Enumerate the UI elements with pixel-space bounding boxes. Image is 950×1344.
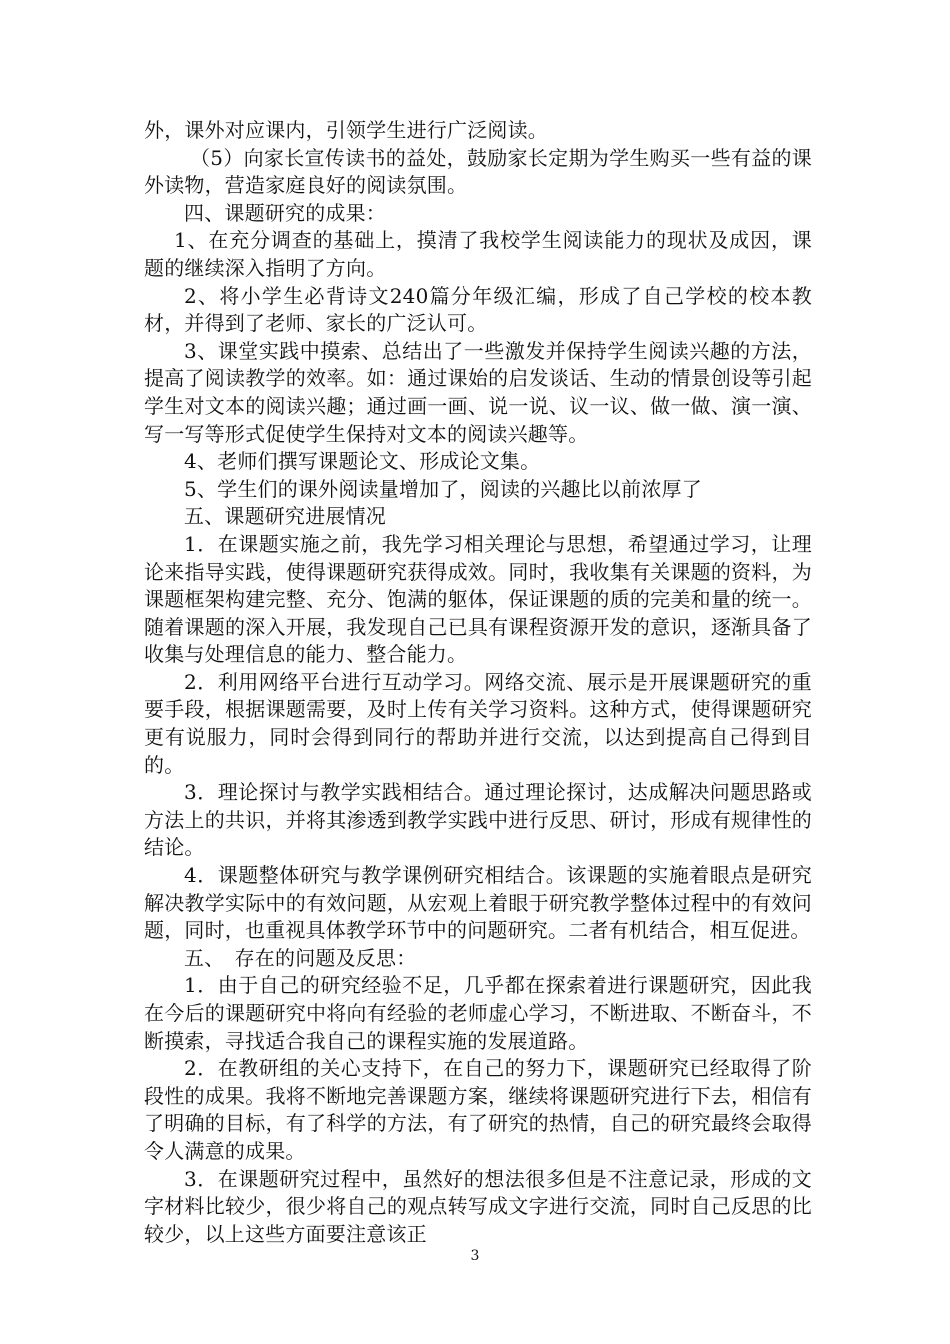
paragraph-continuation: 外，课外对应课内，引领学生进行广泛阅读。 (144, 118, 548, 142)
progress-item-3: 3．理论探讨与教学实践相结合。通过理论探讨，达成解决问题思路或方法上的共识，并将其渗透到教学实践中进行反思、研讨，形成有规律性的结论。 (144, 780, 812, 860)
result-item-3: 3、课堂实践中摸索、总结出了一些激发并保持学生阅读兴趣的方法，提高了阅读教学的效率。如：通过课始的启发谈话、生动的情景创设等引起学生对文本的阅读兴趣；通过画一画、说一说、议一议、做一做、演一演、写一写等形式促使学生保持对文本的阅读兴趣等。 (144, 338, 812, 446)
result-item-1: 1、在充分调查的基础上，摸清了我校学生阅读能力的现状及成因，课题的继续深入指明了方向。 (144, 228, 812, 280)
problem-item-2: 2．在教研组的关心支持下，在自己的努力下，课题研究已经取得了阶段性的成果。我将不断地完善课题方案，继续将课题研究进行下去，相信有了明确的目标，有了科学的方法，有了研究的热情，自己的研究最终会取得令人满意的成果。 (144, 1056, 812, 1163)
result-item-4: 4、老师们撰写课题论文、形成论文集。 (184, 449, 541, 474)
body-text (144, 117, 812, 1248)
progress-item-2: 2．利用网络平台进行互动学习。网络交流、展示是开展课题研究的重要手段，根据课题需要，及时上传有关学习资料。这种方式，使得课题研究更有说服力，同时会得到同行的帮助并进行交流，以达到提高自己得到目的。 (144, 669, 812, 777)
page-number: 3 (470, 1248, 480, 1264)
progress-item-4: 4．课题整体研究与教学课例研究相结合。该课题的实施着眼点是研究解决教学实际中的有效问题，从宏观上着眼于研究教学整体过程中的有效问题，同时，也重视具体教学环节中的问题研究。二者有机结合，相互促进。 (144, 863, 812, 943)
section-heading-results: 四、课题研究的成果： (184, 200, 386, 225)
section-heading-problems: 五、 存在的问题及反思： (184, 945, 417, 970)
paragraph-item-5: （5）向家长宣传读书的益处，鼓励家长定期为学生购买一些有益的课外读物，营造家庭良好的阅读氛围。 (144, 145, 812, 198)
result-item-2: 2、将小学生必背诗文240篇分年级汇编，形成了自己学校的校本教材，并得到了老师、家长的广泛认可。 (144, 283, 812, 336)
problem-item-3: 3．在课题研究过程中，虽然好的想法很多但是不注意记录，形成的文字材料比较少，很少将自己的观点转写成文字进行交流，同时自己反思的比较少，以上这些方面要注意该正 (144, 1166, 812, 1246)
section-heading-progress: 五、课题研究进展情况 (184, 504, 386, 529)
result-item-5: 5、学生们的课外阅读量增加了，阅读的兴趣比以前浓厚了 (184, 476, 702, 501)
problem-item-1: 1．由于自己的研究经验不足，几乎都在探索着进行课题研究，因此我在今后的课题研究中将向有经验的老师虚心学习，不断进取、不断奋斗，不断摸索，寻找适合我自己的课程实施的发展道路。 (144, 973, 812, 1053)
progress-item-1: 1．在课题实施之前，我先学习相关理论与思想，希望通过学习，让理论来指导实践，使得课题研究获得成效。同时，我收集有关课题的资料，为课题框架构建完整、充分、饱满的躯体，保证课题的质的完美和量的统一。随着课题的深入开展，我发现自己已具有课程资源开发的意识，逐渐具备了收集与处理信息的能力、整合能力。 (144, 531, 812, 667)
